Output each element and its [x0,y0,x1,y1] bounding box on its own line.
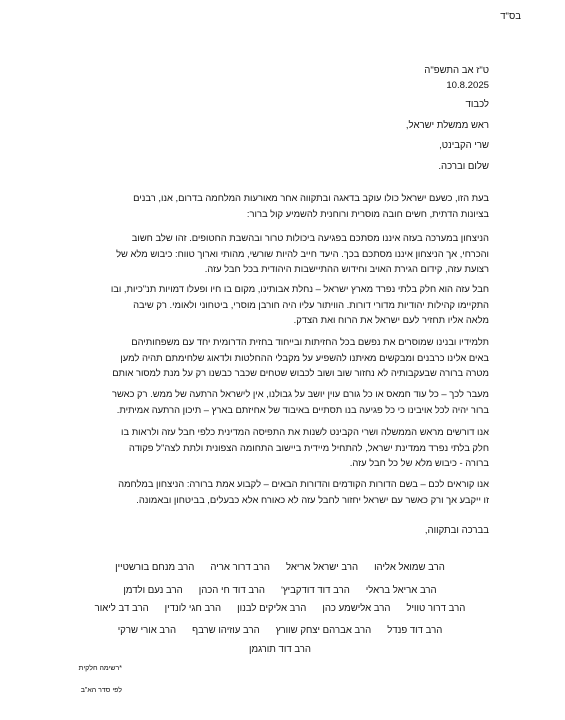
signatory: הרב שמואל אליהו [374,562,445,573]
signatory: הרב מנחם בורשטיין [115,562,195,573]
signatory: הרב אורי שרקי [117,625,177,636]
signatory: הרב נעם ולדמן [123,585,183,596]
signatures-row-3 [70,603,490,614]
signatory: הרב ישראל אריאל [285,562,359,573]
addressee-cabinet: שרי הקבינט, [439,140,489,151]
signatory: הרב חגי לונדין [164,603,222,614]
signatory: הרב אריאל בראלי [365,585,437,596]
signatures-row-5 [70,644,490,655]
paragraph-4: תלמידיו ובנינו שמוסרים את נפשם בכל החזיתות ובייחוד בחזית הדרומית יחד עם משפחותיהם באים אלינו כרבנים ומבקשים מאיתנו להשפיע על מקבלי ההחלטות ולדאוג שלחימתם תהיה למען מטרה ברורה שבעקבותיה לא נחזור שוב ושוב לכבוש שטחים שכבר כבשנו רק על מנת למסור אותם [112,336,489,378]
paragraph-1: בעת הזו, כשעם ישראל כולו עוקב בדאגה ובתקווה אחר מאורעות המלחמה בדרום, אנו, רבנים בציונות הדתית, חשים חובה מוסרית ורוחנית להשמיע קול ברור: [133,192,489,219]
paragraph-2: הניצחון במערכה בעזה איננו מסתכם בפגיעה ביכולות טרור ובהשבת החטופים. זהו שלב חשוב והכרחי, אך הניצחון איננו מסתכם בכך. היעד חייב להיות שורשי, מהותי וארוך טווח: כיבוש מלא של רצועת עזה, קידום הגירת האויב וחידוש ההתיישבות היהודית בכל חבל עזה. [116,232,489,274]
paragraph-3: חבל עזה הוא חלק בלתי נפרד מארץ ישראל – נחלת אבותינו, מקום בו חיו ופעלו דמויות תנ"כיות, ובו התקיימו קהילות יהודיות מדורי דורות. הוויתור עליו היה חורבן מוסרי, ביטחוני ולאומי. רק שיבה מלאה אליו תחזיר לעם ישראל את הרוח ואת הצדק. [110,283,489,325]
paragraph-6: אנו דורשים מראש הממשלה ושרי הקבינט לשנות את התפיסה המדינית כלפי חבל עזה ולראות בו חלק בלתי נפרד ממדינת ישראל, להתחיל מיידית ביישוב התחומה הצפונית ולתת לצה"ל פקודה ברורה - כיבוש מלא של כל חבל עזה. [121,426,489,468]
greeting: שלום וברכה. [438,161,489,172]
signatures-row-1 [70,562,490,573]
signatory: הרב דרור טוויל [406,603,466,614]
signatory: הרב עוזיהו שרבף [192,625,260,636]
paragraph-5: מעבר לכך – כל עוד חמאס או כל גורם עוין יושב על גבולנו, אין לישראל הרתעה של ממש. רק כאשר ברור יהיה לכל אויבינו כי כל פגיעה בנו תסתיים באיבוד של אחיזתם בארץ – תיכון הרתעה אמיתית. [111,388,489,415]
paragraph-7: אנו קוראים לכם – בשם הדורות הקודמים והדורות הבאים – לקבוע אמת ברורה: הניצחון במלחמה זו ייקבע אך ורק כאשר עם ישראל יחזור לחבל עזה לא כאורח אלא כבעלים, בביטחון ובאמונה. [118,478,489,505]
hebrew-date: ט"ז אב התשפ"ה [424,65,489,76]
signatures-row-2 [70,585,490,596]
signatory: הרב דוד דודקביץ' [280,585,350,596]
signatures-row-4 [70,625,490,636]
gregorian-date: 10.8.2025 [446,80,489,91]
signatory: הרב דוד תורגמן [248,644,312,655]
signatory: הרב דוד חי הכהן [198,585,265,596]
addressee-pm: ראש ממשלת ישראל, [405,120,489,131]
bsd-header: בס"ד [500,11,521,22]
signatory: הרב אלישמע כהן [322,603,391,614]
alphabetical-order-note: לפי סדר הא"ב [80,687,122,694]
signatory: הרב דב ליאור [94,603,149,614]
closing: בברכה ובתקווה, [424,525,489,536]
signatory: הרב אברהם יצחק שוורץ [275,625,372,636]
addressee-to: לכבוד [465,99,489,110]
signatory: הרב דוד פנדל [387,625,443,636]
partial-list-note: *רשימה חלקית [78,665,122,672]
signatory: הרב דרור אריה [210,562,270,573]
signatory: הרב אליקים לבנון [237,603,307,614]
